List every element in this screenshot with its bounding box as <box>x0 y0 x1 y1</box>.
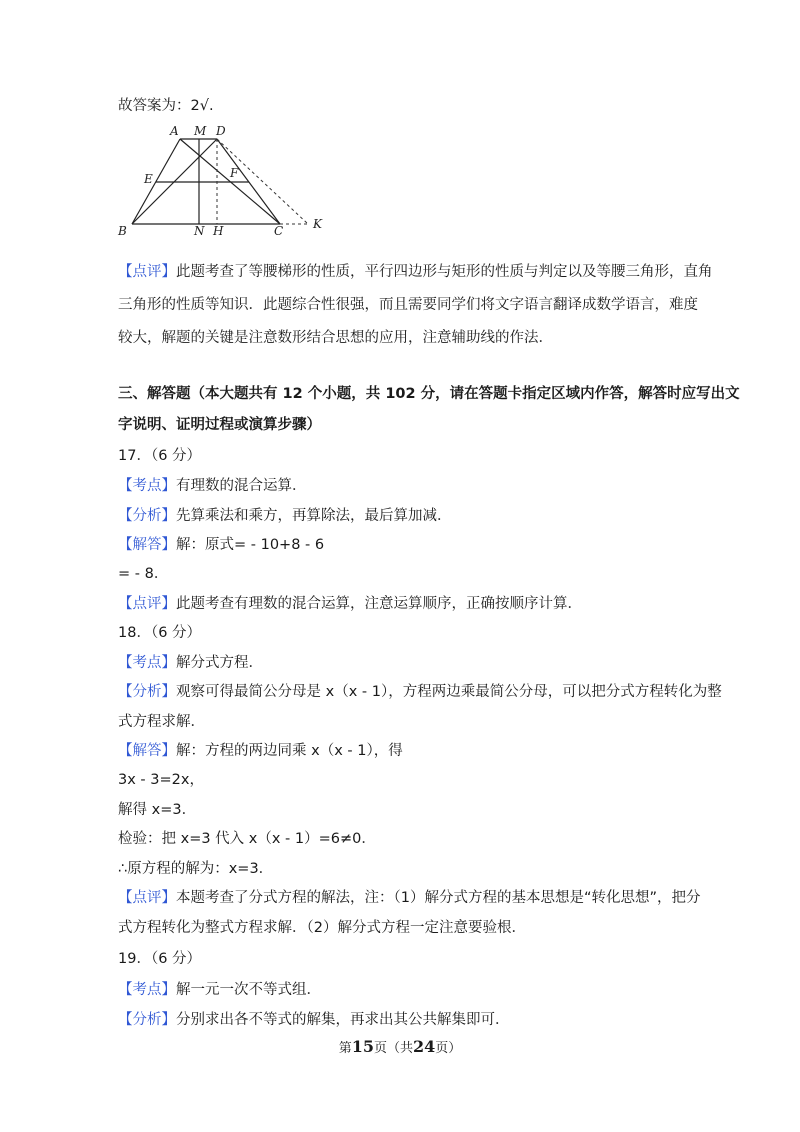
q19-kaodian-text: 解一元一次不等式组． <box>176 982 321 998</box>
label-K: K <box>313 217 322 231</box>
q18-dianping-line2: 式方程转化为整式方程求解．（2）解分式方程一定注意要验根． <box>118 920 526 936</box>
label-D: D <box>216 124 226 138</box>
q18-title: 18．（6 分） <box>118 625 202 641</box>
label-A: A <box>170 124 179 138</box>
label-M: M <box>194 124 207 138</box>
label-H: H <box>213 224 224 238</box>
q17-title: 17．（6 分） <box>118 448 202 464</box>
q18-dianping-text1: 本题考查了分式方程的解法，注：（1）解分式方程的基本思想是“转化思想”，把分 <box>176 890 701 906</box>
comment16-line2: 三角形的性质等知识．此题综合性很强，而且需要同学们将文字语言翻译成数学语言，难度 <box>118 297 698 313</box>
q17-jieda-text: 解：原式= ‐ 10+8 ‐ 6 <box>176 537 325 553</box>
label-N: N <box>194 224 205 238</box>
q18-jieda <box>118 741 403 761</box>
label-C: C <box>274 224 284 238</box>
footer-total-pages: 24 <box>413 1037 436 1056</box>
kaodian-tag: 【考点】 <box>118 655 176 671</box>
comment16-line3: 较大，解题的关键是注意数形结合思想的应用，注意辅助线的作法． <box>118 330 553 346</box>
q17-fenxi <box>118 506 452 526</box>
q18-fenxi-line2: 式方程求解． <box>118 714 205 730</box>
kaodian-tag: 【考点】 <box>118 478 176 494</box>
q17-step1: = ‐ 8． <box>118 566 169 582</box>
q18-fenxi-line1 <box>118 682 722 702</box>
fenxi-tag: 【分析】 <box>118 508 176 524</box>
q17-fenxi-text: 先算乘法和乘方，再算除法，最后算加减． <box>176 508 452 524</box>
fenxi-tag: 【分析】 <box>118 684 176 700</box>
answer-suffix: . <box>208 98 214 114</box>
label-E: E <box>144 172 153 186</box>
q17-dianping <box>118 594 582 614</box>
kaodian-tag: 【考点】 <box>118 982 176 998</box>
label-F: F <box>230 166 239 180</box>
q19-kaodian <box>118 980 321 1000</box>
dianping-tag: 【点评】 <box>118 264 176 280</box>
q17-kaodian <box>118 476 307 496</box>
q18-fenxi-text1: 观察可得最简公分母是 x（x ‐ 1），方程两边乘最简公分母，可以把分式方程转化为整 <box>176 684 722 700</box>
q18-step2: 解得 x=3． <box>118 802 197 818</box>
comment16-line1 <box>118 262 713 282</box>
q18-jieda-text: 解：方程的两边同乘 x（x ‐ 1），得 <box>176 743 403 759</box>
comment16-text1: 此题考查了等腰梯形的性质，平行四边形与矩形的性质与判定以及等腰三角形，直角 <box>176 264 713 280</box>
q18-dianping-line1 <box>118 888 701 908</box>
dianping-tag: 【点评】 <box>118 890 176 906</box>
q19-fenxi <box>118 1010 510 1030</box>
dianping-tag: 【点评】 <box>118 596 176 612</box>
footer-mid: 页（共 <box>373 1041 413 1056</box>
jieda-tag: 【解答】 <box>118 743 176 759</box>
q18-step3: 检验：把 x=3 代入 x（x ‐ 1）=6≠0． <box>118 831 376 847</box>
label-B: B <box>118 224 127 238</box>
q19-fenxi-text: 分别求出各不等式的解集，再求出其公共解集即可． <box>176 1012 510 1028</box>
q18-step4: ∴原方程的解为：x=3． <box>118 861 274 877</box>
footer-post: 页） <box>435 1041 462 1056</box>
q18-kaodian-text: 解分式方程． <box>176 655 263 671</box>
answer-value: 2√ <box>190 98 209 114</box>
q18-step1: 3x ‐ 3=2x， <box>118 772 204 788</box>
q17-jieda <box>118 535 324 555</box>
q17-kaodian-text: 有理数的混合运算． <box>176 478 307 494</box>
footer-page-number: 15 <box>351 1037 374 1056</box>
section-header-line1: 三、解答题（本大题共有 12 个小题，共 102 分，请在答题卡指定区域内作答，解答时应写出文 <box>118 386 740 402</box>
trapezoid-figure <box>110 122 330 242</box>
answer-line <box>118 96 214 116</box>
section-header-line2: 字说明、证明过程或演算步骤） <box>118 417 321 433</box>
page-footer <box>0 1037 800 1056</box>
jieda-tag: 【解答】 <box>118 537 176 553</box>
fenxi-tag: 【分析】 <box>118 1012 176 1028</box>
q19-title: 19．（6 分） <box>118 951 202 967</box>
q17-dianping-text: 此题考查有理数的混合运算，注意运算顺序，正确按顺序计算． <box>176 596 582 612</box>
q18-kaodian <box>118 653 263 673</box>
footer-pre: 第 <box>338 1041 352 1056</box>
answer-prefix: 故答案为： <box>118 98 191 114</box>
